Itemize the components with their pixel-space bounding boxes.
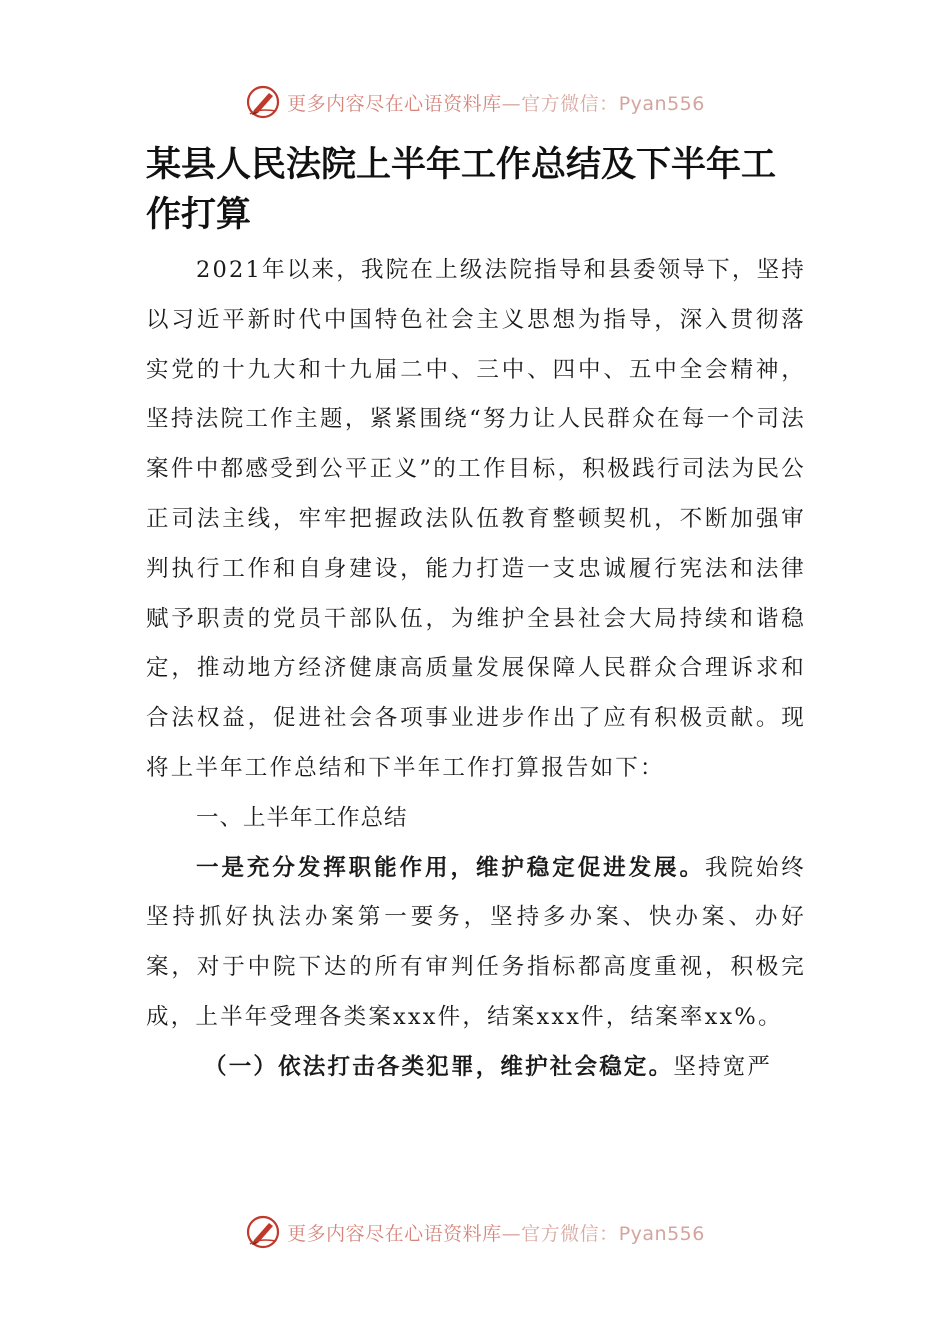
point-one-lead: 一是充分发挥职能作用，维护稳定促进发展。 [196,854,705,881]
subsection-one-lead: （一）依法打击各类犯罪，维护社会稳定。 [204,1053,674,1080]
watermark-text: 更多内容尽在心语资料库—官方微信：Pyan556 [287,1222,705,1245]
watermark-text: 更多内容尽在心语资料库—官方微信：Pyan556 [287,92,705,115]
subsection-one-body: 坚持宽严 [673,1053,773,1080]
pen-logo-icon [245,1214,281,1250]
pen-logo-icon [245,84,281,120]
point-one-paragraph [146,844,806,1043]
watermark-header [0,82,950,122]
point-one-body: 我院始终坚持抓好执法办案第一要务，坚持多办案、快办案、办好案，对于中院下达的所有审判任务指标都高度重视，积极完成，上半年受理各类案xxx件，结案xxx件，结案率xx%。 [146,854,806,1030]
subsection-one-paragraph [146,1043,806,1093]
document-body [146,140,806,1093]
watermark-footer [0,1212,950,1252]
intro-paragraph: 2021年以来，我院在上级法院指导和县委领导下，坚持以习近平新时代中国特色社会主义思想为指导，深入贯彻落实党的十九大和十九届二中、三中、四中、五中全会精神，坚持法院工作主题，紧紧围绕“努力让人民群众在每一个司法案件中都感受到公平正义”的工作目标，积极践行司法为民公正司法主线，牢牢把握政法队伍教育整顿契机，不断加强审判执行工作和自身建设，能力打造一支忠诚履行宪法和法律赋予职责的党员干部队伍，为维护全县社会大局持续和谐稳定，推动地方经济健康高质量发展保障人民群众合理诉求和合法权益，促进社会各项事业进步作出了应有积极贡献。现将上半年工作总结和下半年工作打算报告如下： [146,257,806,781]
section-heading: 一、上半年工作总结 [196,804,408,831]
document-title: 某县人民法院上半年工作总结及下半年工作打算 [146,144,777,235]
